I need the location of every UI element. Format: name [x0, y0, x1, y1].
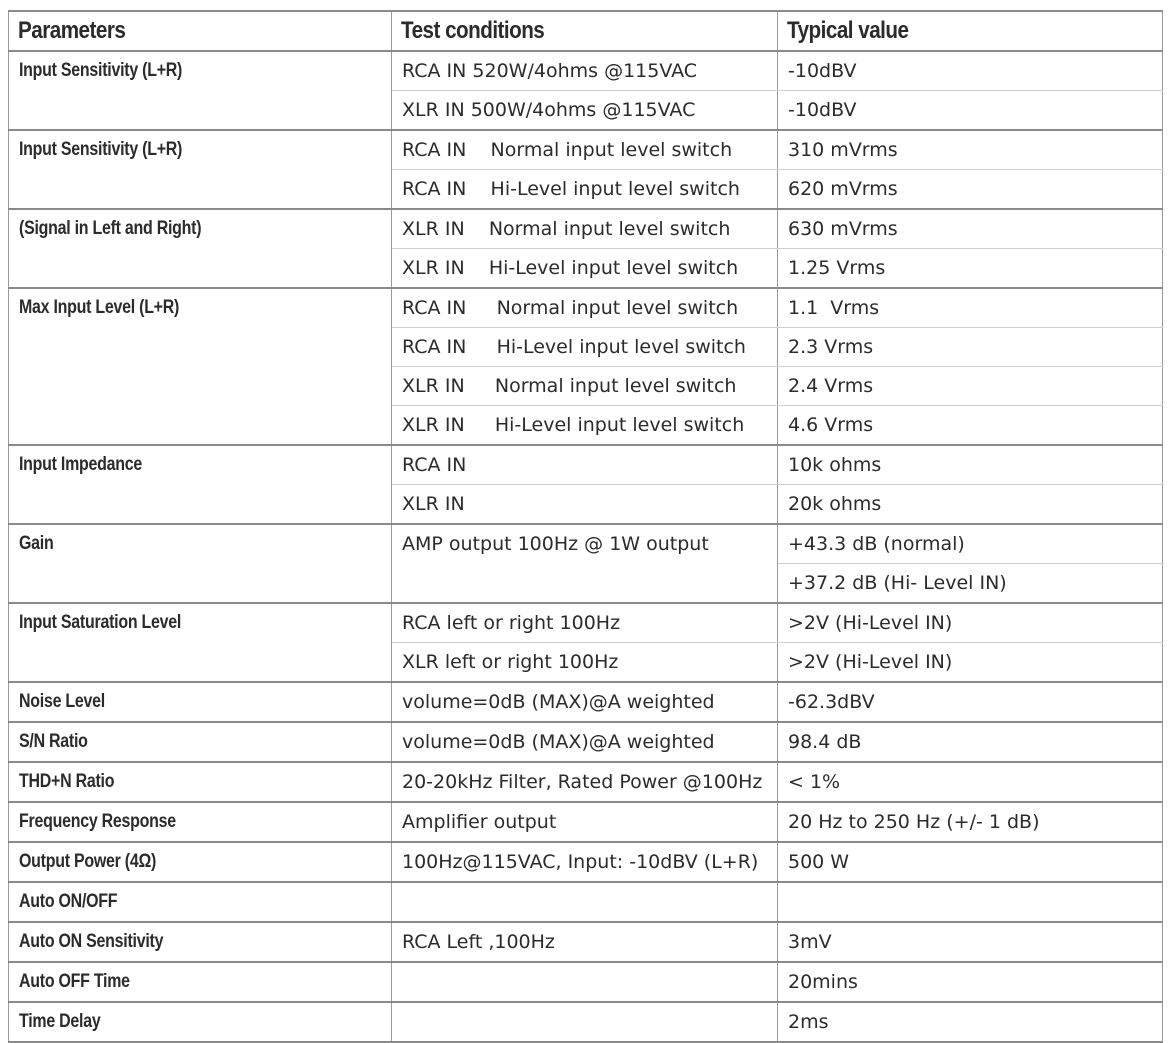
parameter-label: Auto ON/OFF: [19, 891, 118, 912]
value-cell: 2ms: [778, 1002, 1163, 1042]
table-row: [9, 445, 1163, 485]
condition-cell: [392, 882, 778, 922]
table-row: [9, 762, 1163, 802]
parameter-label: Auto ON Sensitivity: [19, 931, 164, 952]
parameter-label: Input Saturation Level: [19, 612, 182, 633]
value-cell: 10k ohms: [778, 445, 1163, 485]
parameter-label: S/N Ratio: [19, 731, 88, 752]
condition-cell: XLR IN Hi-Level input level switch: [392, 249, 778, 289]
parameter-label: Input Impedance: [19, 454, 143, 475]
table-row: [9, 51, 1163, 91]
spec-table: [8, 10, 1163, 1043]
value-cell: [778, 882, 1163, 922]
value-cell: 3mV: [778, 922, 1163, 962]
table-row: [9, 288, 1163, 328]
value-cell: >2V (Hi-Level IN): [778, 643, 1163, 683]
parameter-label: Gain: [19, 533, 54, 554]
spec-table-body: [9, 51, 1163, 1042]
value-cell: >2V (Hi-Level IN): [778, 603, 1163, 643]
parameter-label: Time Delay: [19, 1011, 101, 1032]
table-row: [9, 802, 1163, 842]
value-cell: 98.4 dB: [778, 722, 1163, 762]
parameter-cell: [9, 445, 392, 524]
table-row: [9, 603, 1163, 643]
value-cell: 630 mVrms: [778, 209, 1163, 249]
table-row: [9, 1002, 1163, 1042]
parameter-cell: [9, 603, 392, 682]
parameter-label: Frequency Response: [19, 811, 176, 832]
table-row: [9, 130, 1163, 170]
parameter-cell: [9, 962, 392, 1002]
table-row: [9, 922, 1163, 962]
condition-cell: [392, 962, 778, 1002]
value-cell: 500 W: [778, 842, 1163, 882]
value-cell: -10dBV: [778, 91, 1163, 131]
parameter-label: (Signal in Left and Right): [19, 218, 202, 239]
condition-cell: 20-20kHz Filter, Rated Power @100Hz: [392, 762, 778, 802]
table-row: [9, 722, 1163, 762]
value-cell: 310 mVrms: [778, 130, 1163, 170]
condition-cell: volume=0dB (MAX)@A weighted: [392, 682, 778, 722]
condition-cell: XLR IN Normal input level switch: [392, 209, 778, 249]
condition-cell: RCA IN Hi-Level input level switch: [392, 328, 778, 367]
condition-cell: [392, 1002, 778, 1042]
parameter-cell: [9, 722, 392, 762]
condition-cell: RCA IN 520W/4ohms @115VAC: [392, 51, 778, 91]
parameter-label: THD+N Ratio: [19, 771, 115, 792]
parameter-cell: [9, 802, 392, 842]
parameter-cell: [9, 51, 392, 130]
parameter-label: Input Sensitivity (L+R): [19, 60, 183, 81]
value-cell: 1.25 Vrms: [778, 249, 1163, 289]
condition-cell: XLR left or right 100Hz: [392, 643, 778, 683]
table-row: [9, 209, 1163, 249]
value-cell: 20mins: [778, 962, 1163, 1002]
table-row: [9, 524, 1163, 564]
table-row: [9, 882, 1163, 922]
condition-cell: 100Hz@115VAC, Input: -10dBV (L+R): [392, 842, 778, 882]
value-cell: < 1%: [778, 762, 1163, 802]
parameter-cell: [9, 1002, 392, 1042]
parameter-cell: [9, 882, 392, 922]
value-cell: 20k ohms: [778, 485, 1163, 525]
parameter-cell: [9, 922, 392, 962]
table-row: [9, 682, 1163, 722]
parameter-cell: [9, 842, 392, 882]
condition-cell: XLR IN 500W/4ohms @115VAC: [392, 91, 778, 131]
condition-cell: XLR IN Normal input level switch: [392, 367, 778, 406]
header-parameters: Parameters: [9, 11, 338, 51]
parameter-cell: [9, 288, 392, 445]
condition-cell: RCA Left ,100Hz: [392, 922, 778, 962]
parameter-cell: [9, 209, 392, 288]
value-cell: +43.3 dB (normal): [778, 524, 1163, 564]
value-cell: -62.3dBV: [778, 682, 1163, 722]
condition-cell: RCA left or right 100Hz: [392, 603, 778, 643]
parameter-cell: [9, 524, 392, 603]
parameter-label: Max Input Level (L+R): [19, 297, 180, 318]
header-typical-value: Typical value: [778, 11, 1109, 51]
condition-cell: Amplifier output: [392, 802, 778, 842]
parameter-cell: [9, 762, 392, 802]
table-row: [9, 962, 1163, 1002]
condition-cell: volume=0dB (MAX)@A weighted: [392, 722, 778, 762]
value-cell: 20 Hz to 250 Hz (+/- 1 dB): [778, 802, 1163, 842]
condition-cell: AMP output 100Hz @ 1W output: [392, 524, 778, 603]
parameter-cell: [9, 130, 392, 209]
value-cell: 4.6 Vrms: [778, 406, 1163, 446]
parameter-label: Output Power (4Ω): [19, 851, 157, 872]
header-test-conditions: Test conditions: [392, 11, 724, 51]
value-cell: +37.2 dB (Hi- Level IN): [778, 564, 1163, 604]
parameter-cell: [9, 682, 392, 722]
parameter-label: Auto OFF Time: [19, 971, 130, 992]
condition-cell: RCA IN: [392, 445, 778, 485]
condition-cell: XLR IN Hi-Level input level switch: [392, 406, 778, 446]
value-cell: 1.1 Vrms: [778, 288, 1163, 328]
value-cell: 2.3 Vrms: [778, 328, 1163, 367]
condition-cell: RCA IN Normal input level switch: [392, 288, 778, 328]
header-row: [9, 11, 1163, 51]
condition-cell: RCA IN Normal input level switch: [392, 130, 778, 170]
value-cell: 620 mVrms: [778, 170, 1163, 210]
value-cell: 2.4 Vrms: [778, 367, 1163, 406]
condition-cell: RCA IN Hi-Level input level switch: [392, 170, 778, 210]
table-row: [9, 842, 1163, 882]
parameter-label: Input Sensitivity (L+R): [19, 139, 183, 160]
parameter-label: Noise Level: [19, 691, 105, 712]
value-cell: -10dBV: [778, 51, 1163, 91]
condition-cell: XLR IN: [392, 485, 778, 525]
